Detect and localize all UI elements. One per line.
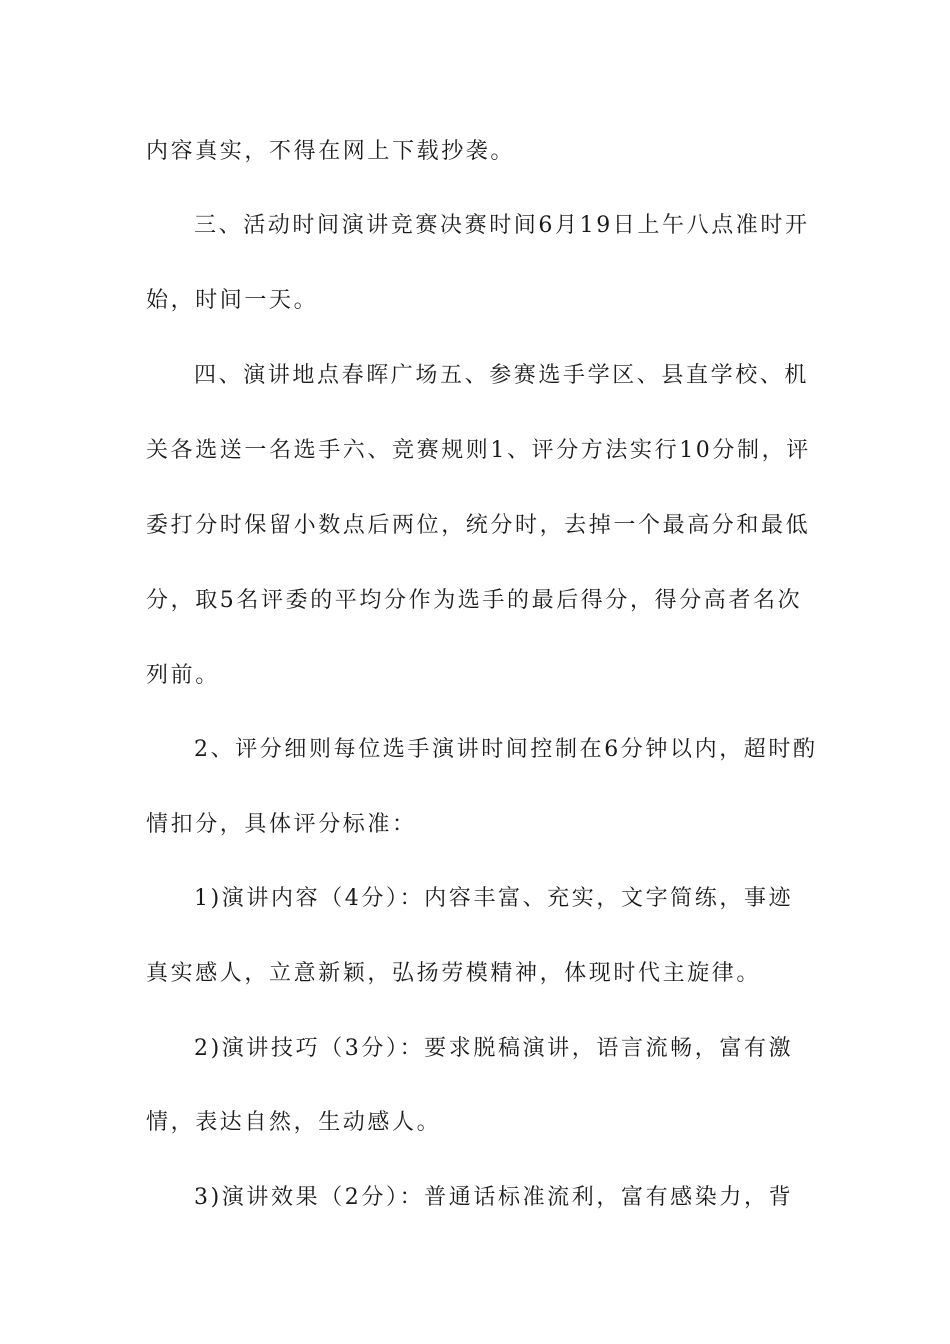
text-line: 情扣分，具体评分标准：	[146, 812, 417, 837]
text-line: 四、演讲地点春晖广场五、参赛选手学区、县直学校、机	[194, 363, 810, 388]
text-line: 内容真实，不得在网上下载抄袭。	[146, 139, 516, 164]
text-line: 委打分时保留小数点后两位，统分时，去掉一个最高分和最低	[146, 513, 811, 538]
text-line: 三、活动时间演讲竞赛决赛时间6月19日上午八点准时开	[194, 213, 810, 238]
text-line: 始，时间一天。	[146, 288, 319, 313]
text-line: 情，表达自然，生动感人。	[146, 1110, 442, 1135]
text-line: 分，取5名评委的平均分作为选手的最后得分，得分高者名次	[146, 588, 803, 613]
text-line: 关各选送一名选手六、竞赛规则1、评分方法实行10分制，评	[146, 438, 811, 463]
text-line: 列前。	[146, 663, 220, 688]
text-line: 真实感人，立意新颖，弘扬劳模精神，体现时代主旋律。	[146, 961, 762, 986]
text-line: 3)演讲效果（2分）：普通话标准流利，富有感染力，背	[194, 1185, 794, 1210]
text-line: 1)演讲内容（4分）：内容丰富、充实，文字简练，事迹	[194, 886, 794, 911]
text-line: 2)演讲技巧（3分）：要求脱稿演讲，语言流畅，富有激	[194, 1036, 794, 1061]
text-line: 2、评分细则每位选手演讲时间控制在6分钟以内，超时酌	[194, 737, 818, 762]
